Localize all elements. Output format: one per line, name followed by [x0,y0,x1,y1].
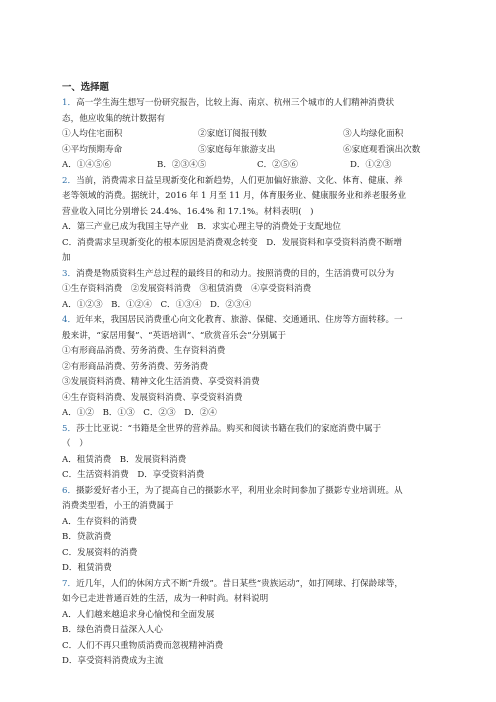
question-2-line-2: 老等领域的消费。据统计，2016 年 1 月至 11 月，体育服务业、健康服务业和养老服务业 [62,191,407,201]
item: ②家庭订阅报刊数 [198,129,267,139]
item: ⑤家庭每年旅游支出 [198,144,276,155]
option-c: C．发展资料的消费 [62,547,138,558]
question-number: 5． [62,423,77,434]
question-7-line-2: 如今已走进普通百姓的生活，成为一种时尚。材料说明 [62,594,269,604]
question-number: 2． [62,175,77,186]
question-4-line-2: 般来讲，“家居用餐”、“英语培训”、“欣赏音乐会”分别属于 [62,330,287,341]
question-6-line-1: 6．摄影爱好者小王，为了提高自己的摄影水平，利用业余时间参加了摄影专业培训班。从 [62,485,403,496]
question-number: 1． [62,98,77,108]
question-4-item-2: ②有形商品消费、劳务消费、劳务消费 [62,361,209,372]
question-1-items-row-1 [62,127,434,143]
question-2-line-1: 2．当前，消费需求日益呈现新变化和新趋势，人们更加偏好旅游、文化、体育、健康、养 [62,175,403,186]
question-6-line-2: 消费类型看，小王的消费属于 [62,501,174,511]
option-b: B．②③④⑤ [157,160,207,170]
option-a: A．人们越来越追求身心愉悦和全面发展 [62,609,215,620]
question-list [62,79,434,670]
question-5-line-2: （ ） [62,439,88,449]
option-b: B．绿色消费日益深入人心 [62,625,163,635]
question-number: 4． [62,315,77,325]
option-d: D．租赁消费 [62,563,112,573]
question-1-line-1: 1．高一学生海生想写一份研究报告，比较上海、南京、杭州三个城市的人们精神消费状 [62,98,395,108]
question-4-options: A．①② B．①③ C．②③ D．②④ [62,408,217,418]
option-c: C．②⑤⑥ [257,160,298,170]
option-d: D．享受资料消费成为主流 [62,656,164,666]
question-3-options: A．①②③ B．①②④ C．①③④ D．②③④ [62,299,252,310]
item: ①人均住宅面积 [62,129,123,139]
question-1-items-row-2 [62,143,434,159]
section-title: 一、选择题 [62,82,109,93]
option-d: D．①②③ [350,160,392,170]
question-5-options-cd: C．生活资料消费 D．享受资料消费 [62,470,205,480]
question-number: 7． [62,578,77,589]
option-a: A．生存资料的消费 [62,516,137,527]
question-2-option-cd: C．消费需求呈现新变化的根本原因是消费观念转变 D．发展资料和享受资料消费不断增 [62,237,403,248]
question-4-item-1: ①有形商品消费、劳务消费、生存资料消费 [62,346,226,356]
question-3-line-1: 3．消费是物质资料生产总过程的最终目的和动力。按照消费的目的，生活消费可以分为 [62,268,395,279]
question-1-line-2: 态，他应收集的统计数据有 [62,113,166,124]
question-number: 3． [62,268,77,279]
question-3-items: ①生存资料消费 ②发展资料消费 ③租赁消费 ④享受资料消费 [62,284,312,294]
question-number: 6． [62,485,77,496]
item: ⑥家庭观看演出次数 [343,144,421,155]
question-5-line-1: 5．莎士比亚说：“书籍是全世界的营养品。购买和阅读书籍在我们的家庭消费中属于 [62,423,382,434]
question-1-options [62,158,434,174]
question-7-line-1: 7．近几年，人们的休闲方式不断“升级”。昔日某些“贵族运动”，如打网球、打保龄球等， [62,578,404,589]
question-2-line-3: 营业收入同比分别增长 24.4%、16.4% 和 17.1%。材料表明( ) [62,206,314,217]
option-a: A．①④⑤⑥ [62,160,112,170]
question-2-option-ab: A．第三产业已成为我国主导产业 B．求实心理主导的消费处于支配地位 [62,222,341,232]
question-2-option-cd-cont: 加 [62,253,71,263]
option-b: B．贷款消费 [62,532,112,542]
option-c: C．人们不再只重物质消费而忽视精神消费 [62,640,224,651]
question-5-options-ab: A．租赁消费 B．发展资料消费 [62,454,187,465]
item: ③人均绿化面积 [343,129,404,139]
item: ④平均预期寿命 [62,144,123,155]
question-4-line-1: 4．近年来，我国居民消费重心向文化教育、旅游、保健、交通通讯、住房等方面转移。一 [62,315,403,325]
question-4-item-4: ④生存资料消费、发展资料消费、享受资料消费 [62,392,243,403]
question-4-item-3: ③发展资料消费、精神文化生活消费、享受资料消费 [62,377,260,387]
